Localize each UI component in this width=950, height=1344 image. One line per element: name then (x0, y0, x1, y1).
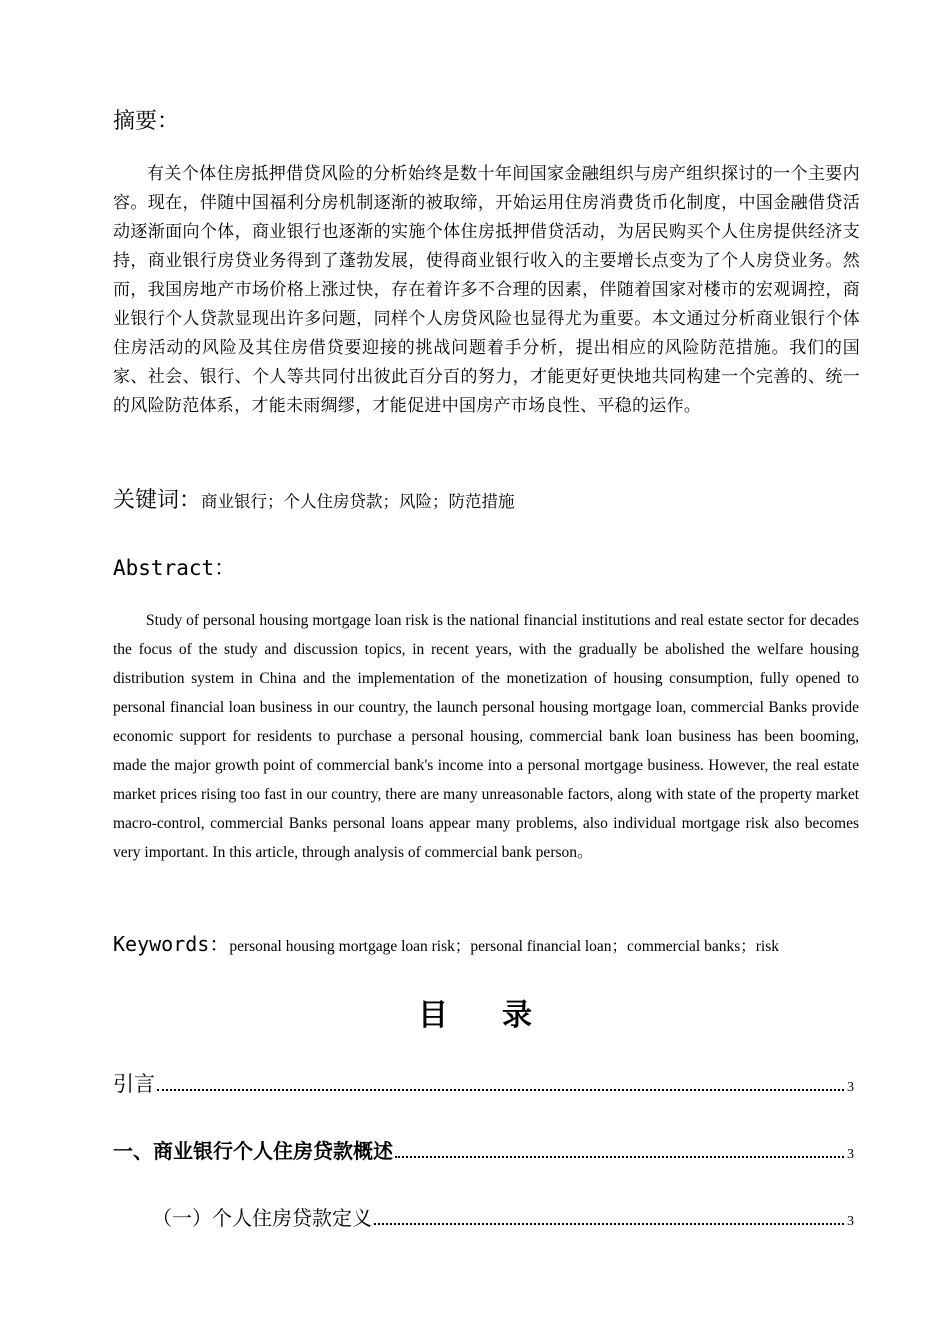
toc-entry-page: 3 (847, 1214, 854, 1229)
abstract-en-body: Study of personal housing mortgage loan risk is the national financial institutions and real estate sector for decades the focus of the study and discussion topics, in recent years, with the gradually be abolished the welfare housing distribution system in China and the implementation of the monetization of housing consumption, fully opened to personal financial loan business in our country, the launch personal housing mortgage loan, commercial Banks provide economic support for residents to purchase a personal housing, commercial bank loan business has been booming, made the major growth point of commercial bank's income into a personal mortgage business. However, the real estate market prices rising too fast in our country, there are many unreasonable factors, along with state of the property market macro-control, commercial Banks personal loans appear many problems, also individual mortgage risk also becomes very important. In this article, through analysis of commercial bank person。 (113, 612, 859, 861)
toc-leader-dots (374, 1223, 844, 1225)
toc-entry-label: 一、商业银行个人住房贷款概述 (113, 1139, 393, 1163)
toc-entry-label: 引言 (113, 1072, 155, 1096)
keywords-en-text: personal housing mortgage loan risk；personal financial loan；commercial banks；risk (229, 938, 780, 955)
keywords-en-row (113, 928, 779, 957)
toc-entry-page: 3 (847, 1080, 854, 1095)
toc-title: 目录 (418, 998, 586, 1033)
toc-entry[interactable] (152, 1202, 854, 1231)
keywords-cn-text: 商业银行；个人住房贷款；风险；防范措施 (201, 492, 515, 511)
toc-leader-dots (395, 1156, 844, 1158)
abstract-cn-body: 有关个体住房抵押借贷风险的分析始终是数十年间国家金融组织与房产组织探讨的一个主要内容。现在，伴随中国福利分房机制逐渐的被取缔，开始运用住房消费货币化制度，中国金融借贷活动逐渐面向个体，商业银行也逐渐的实施个体住房抵押借贷活动，为居民购买个人住房提供经济支持，商业银行房贷业务得到了蓬勃发展，使得商业银行收入的主要增长点变为了个人房贷业务。然而，我国房地产市场价格上涨过快，存在着许多不合理的因素，伴随着国家对楼市的宏观调控，商业银行个人贷款显现出许多问题，同样个人房贷风险也显得尤为重要。本文通过分析商业银行个体住房活动的风险及其住房借贷要迎接的挑战问题着手分析，提出相应的风险防范措施。我们的国家、社会、银行、个人等共同付出彼此百分百的努力，才能更好更快地共同构建一个完善的、统一的风险防范体系，才能未雨绸缪，才能促进中国房产市场良性、平稳的运作。 (113, 164, 860, 416)
toc-entry[interactable] (113, 1135, 854, 1164)
keywords-cn-row (113, 483, 515, 514)
toc-entry-label: （一）个人住房贷款定义 (152, 1206, 372, 1230)
abstract-en-heading: Abstract： (113, 556, 236, 580)
abstract-cn-heading: 摘要： (113, 109, 180, 134)
keywords-en-label: Keywords： (113, 932, 230, 956)
keywords-cn-label: 关键词： (113, 488, 202, 513)
toc-entry[interactable] (113, 1068, 854, 1098)
toc-entry-page: 3 (847, 1147, 854, 1162)
toc-leader-dots (157, 1089, 844, 1091)
